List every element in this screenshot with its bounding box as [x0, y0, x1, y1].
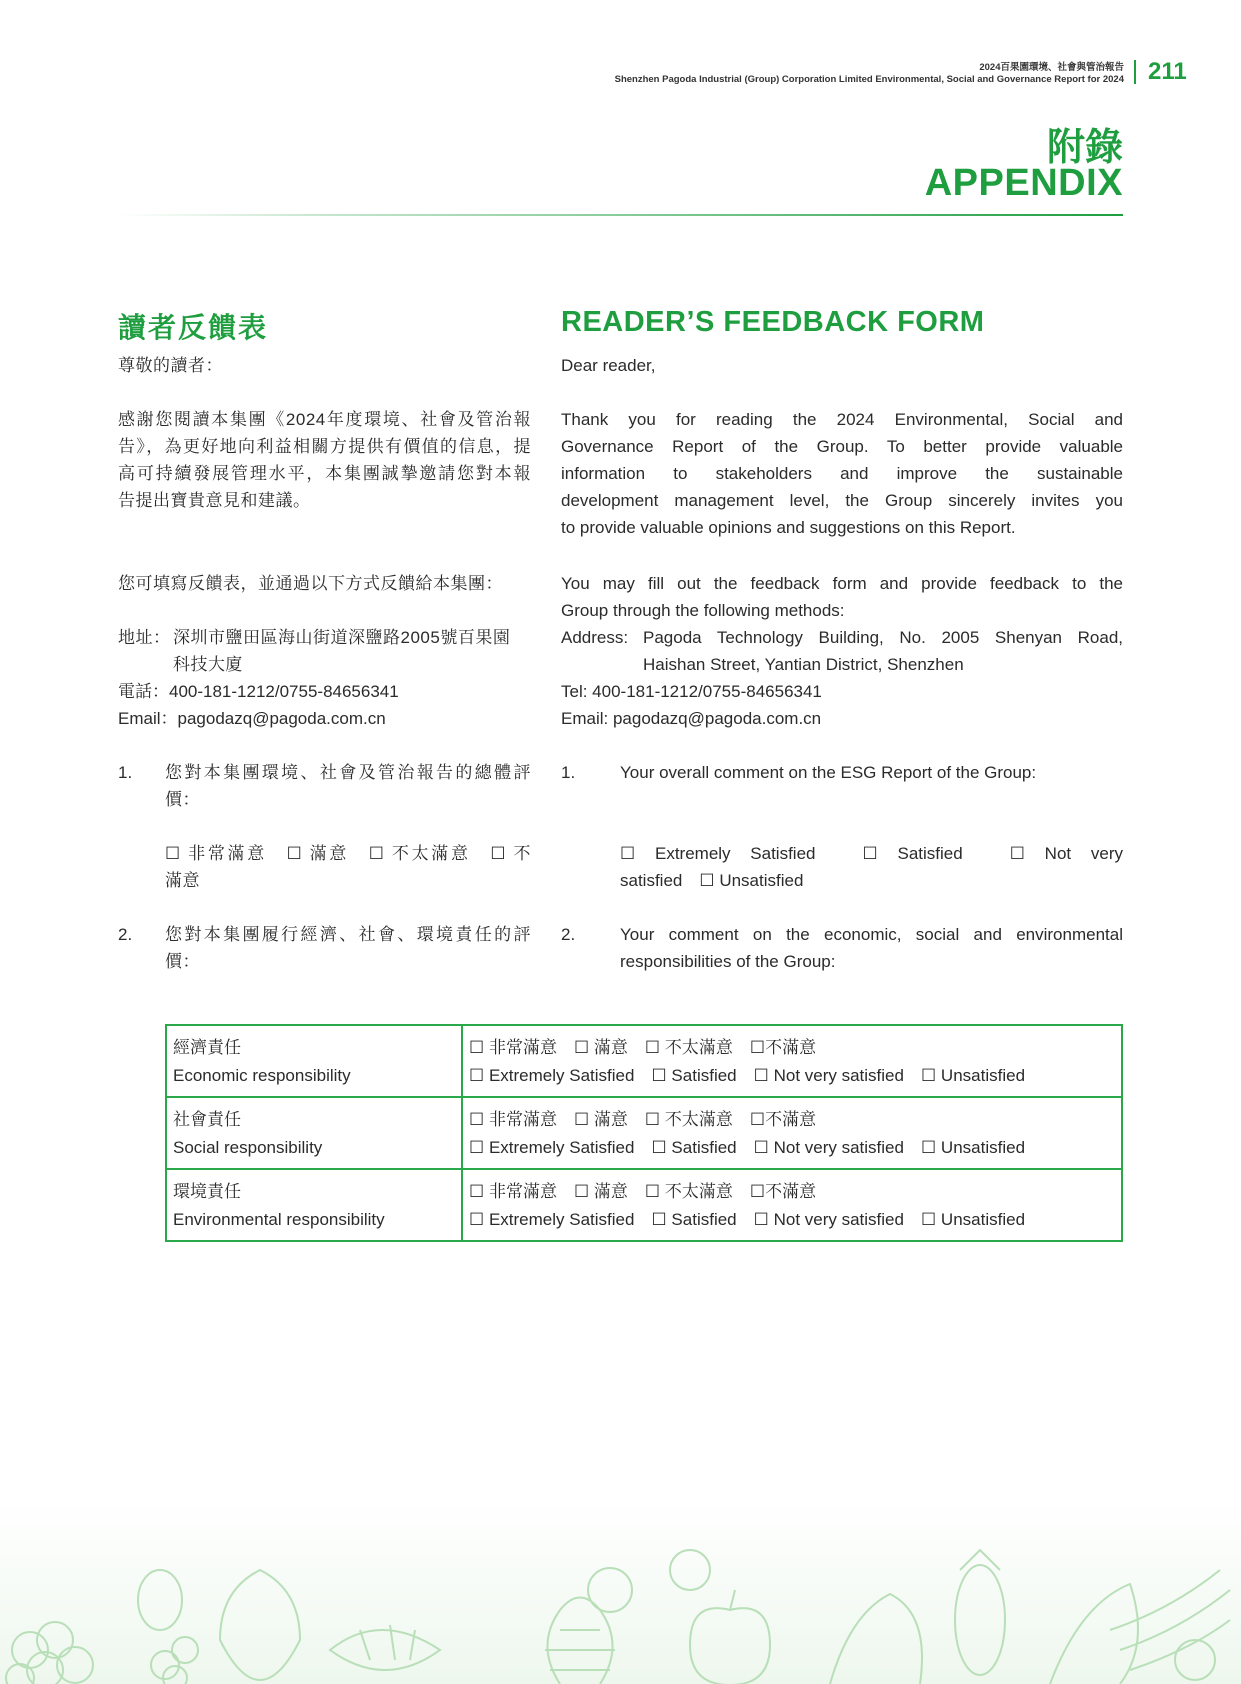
address-label-cn: 地址： — [118, 628, 171, 647]
intro-en-line: Governance Report of the Group. To better provide valuable — [561, 437, 1123, 456]
methods-cn: 您可填寫反饋表，並通過以下方式反饋給本集團： — [118, 574, 503, 593]
row-options-cn[interactable]: ☐ 非常滿意 ☐ 滿意 ☐ 不太滿意 ☐不滿意 — [469, 1110, 817, 1129]
salutation-en: Dear reader, — [561, 356, 656, 375]
row-label-cn: 環境責任 — [173, 1182, 241, 1201]
question-1-number-en: 1. — [561, 763, 576, 782]
table-row — [166, 1025, 1122, 1097]
header-rule — [118, 214, 1123, 216]
row-label-en: Social responsibility — [173, 1138, 323, 1157]
row-label-cell — [166, 1097, 462, 1169]
options-en-line[interactable]: ☐ Extremely Satisfied ☐ Satisfied ☐ Not very — [620, 844, 1123, 863]
intro-cn-line: 告》，為更好地向利益相關方提供有價值的信息，提 — [118, 437, 531, 456]
row-options-cn[interactable]: ☐ 非常滿意 ☐ 滿意 ☐ 不太滿意 ☐不滿意 — [469, 1038, 817, 1057]
report-title-cn: 2024百果園環境、社會與管治報告 — [979, 62, 1124, 73]
methods-en — [561, 570, 1123, 624]
address-en-line: Haishan Street, Yantian District, Shenzhen — [643, 655, 964, 674]
options-en-line[interactable]: satisfied ☐ Unsatisfied — [620, 871, 804, 890]
salutation-cn: 尊敬的讀者： — [118, 356, 223, 375]
question-2-cn — [165, 921, 531, 975]
intro-en-line: information to stakeholders and improve the sustainable — [561, 464, 1123, 483]
row-options-en[interactable]: ☐ Extremely Satisfied ☐ Satisfied ☐ Not very satisfied ☐ Unsatisfied — [469, 1138, 1026, 1157]
email-en: Email: pagodazq@pagoda.com.cn — [561, 709, 822, 728]
table-row — [166, 1097, 1122, 1169]
row-label-en: Economic responsibility — [173, 1066, 351, 1085]
table-row — [166, 1169, 1122, 1241]
question-2-en-line: responsibilities of the Group: — [620, 952, 836, 971]
row-label-en: Environmental responsibility — [173, 1210, 385, 1229]
question-2-en — [620, 921, 1123, 975]
question-1-number-cn: 1. — [118, 763, 133, 782]
tel-en: Tel: 400-181-1212/0755-84656341 — [561, 682, 822, 701]
intro-cn-line: 高可持續發展管理水平，本集團誠摯邀請您對本報 — [118, 464, 531, 483]
row-options-en[interactable]: ☐ Extremely Satisfied ☐ Satisfied ☐ Not very satisfied ☐ Unsatisfied — [469, 1066, 1026, 1085]
address-cn-line: 科技大廈 — [173, 655, 243, 674]
address-cn-line: 深圳市鹽田區海山街道深鹽路2005號百果園 — [173, 628, 511, 647]
row-label-cn: 社會責任 — [173, 1110, 241, 1129]
methods-en-line: Group through the following methods: — [561, 601, 845, 620]
intro-en-line: to provide valuable opinions and suggestions on this Report. — [561, 518, 1016, 537]
question-1-en: Your overall comment on the ESG Report of the Group: — [620, 763, 1037, 782]
intro-en-line: development management level, the Group sincerely invites you — [561, 491, 1123, 510]
question-2-cn-line: 您對本集團履行經濟、社會、環境責任的評 — [165, 925, 531, 944]
question-1-options-cn[interactable] — [165, 840, 531, 894]
question-1-cn-line: 您對本集團環境、社會及管治報告的總體評 — [165, 763, 531, 782]
row-label-cell — [166, 1169, 462, 1241]
address-en-line: Pagoda Technology Building, No. 2005 Shenyan Road, — [643, 628, 1123, 647]
address-cn — [173, 624, 531, 678]
section-heading-cn: 讀者反饋表 — [118, 312, 269, 343]
page-number: 211 — [1148, 58, 1187, 85]
row-options-cn[interactable]: ☐ 非常滿意 ☐ 滿意 ☐ 不太滿意 ☐不滿意 — [469, 1182, 817, 1201]
row-label-cell — [166, 1025, 462, 1097]
header-divider — [1134, 60, 1136, 84]
report-title-en: Shenzhen Pagoda Industrial (Group) Corporation Limited Environmental, Social and Governance Report for 2024 — [614, 74, 1124, 85]
address-label-en: Address: — [561, 628, 629, 647]
question-1-cn-line: 價： — [165, 790, 200, 809]
methods-en-line: You may fill out the feedback form and provide feedback to the — [561, 574, 1123, 593]
tel-cn: 電話：400-181-1212/0755-84656341 — [118, 682, 399, 701]
intro-en — [561, 406, 1123, 541]
row-options-en[interactable]: ☐ Extremely Satisfied ☐ Satisfied ☐ Not very satisfied ☐ Unsatisfied — [469, 1210, 1026, 1229]
section-heading-en: READER’S FEEDBACK FORM — [561, 306, 985, 338]
question-1-options-en[interactable] — [620, 840, 1123, 894]
appendix-title-en: APPENDIX — [924, 162, 1123, 204]
row-options-cell[interactable] — [462, 1169, 1122, 1241]
responsibility-feedback-table — [165, 1024, 1123, 1242]
address-en — [643, 624, 1123, 678]
intro-en-line: Thank you for reading the 2024 Environmental, Social and — [561, 410, 1123, 429]
row-options-cell[interactable] — [462, 1025, 1122, 1097]
row-label-cn: 經濟責任 — [173, 1038, 241, 1057]
intro-cn-line: 感謝您閱讀本集團《2024年度環境、社會及管治報 — [118, 410, 531, 429]
question-2-en-line: Your comment on the economic, social and environmental — [620, 925, 1123, 944]
row-options-cell[interactable] — [462, 1097, 1122, 1169]
intro-cn-line: 告提出寶貴意見和建議。 — [118, 491, 311, 510]
intro-cn — [118, 406, 531, 514]
question-2-number-cn: 2. — [118, 925, 133, 944]
question-2-number-en: 2. — [561, 925, 576, 944]
fruit-illustration — [0, 1500, 1241, 1684]
email-cn: Email：pagodazq@pagoda.com.cn — [118, 709, 386, 728]
question-2-cn-line: 價： — [165, 952, 200, 971]
options-cn-line[interactable]: ☐ 非常滿意 ☐ 滿意 ☐ 不太滿意 ☐ 不 — [165, 844, 531, 863]
question-1-cn — [165, 759, 531, 813]
appendix-title-cn: 附錄 — [1046, 127, 1123, 169]
options-cn-line[interactable]: 滿意 — [165, 871, 200, 890]
